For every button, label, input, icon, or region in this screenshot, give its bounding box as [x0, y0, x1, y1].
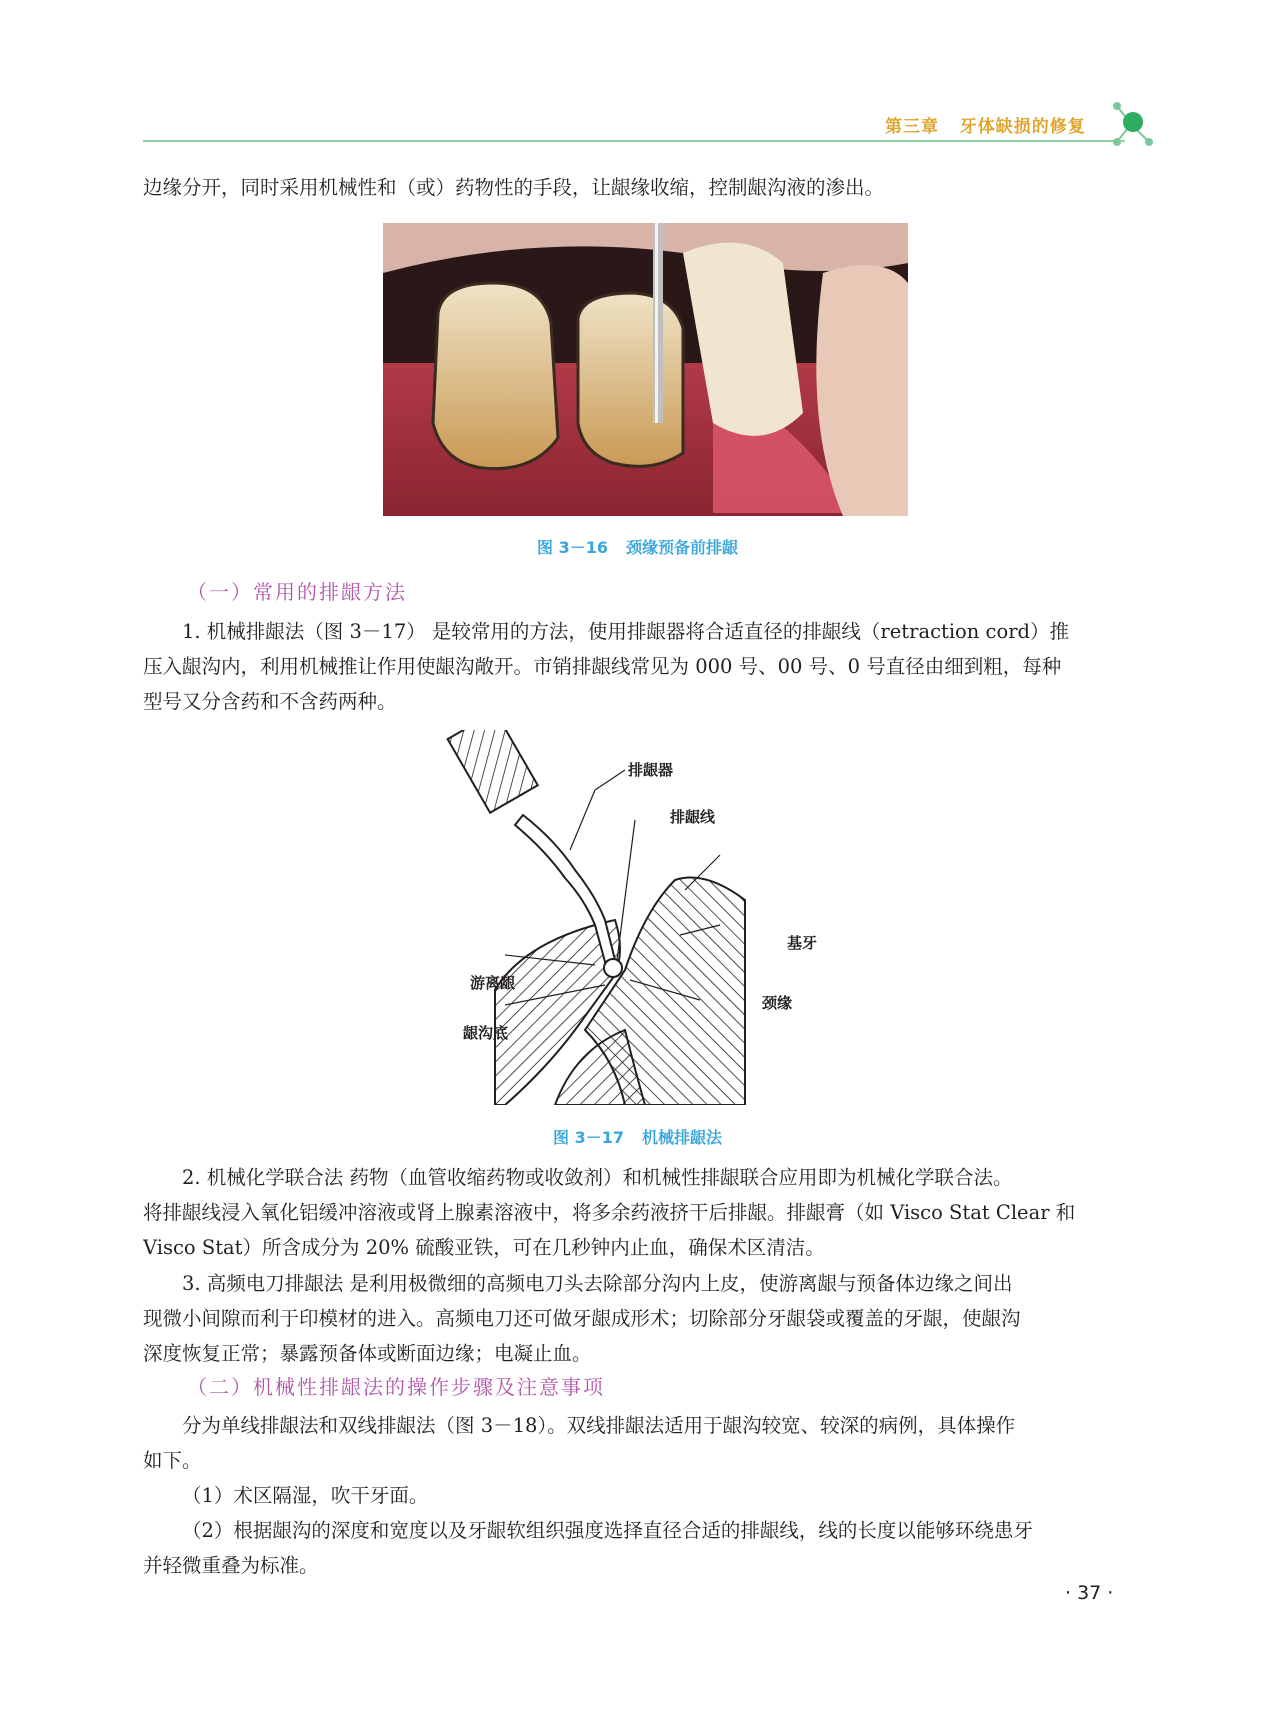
- text-line: 型号又分含药和不含药两种。: [143, 690, 397, 713]
- intro-paragraph: [143, 170, 1138, 205]
- text-line: （2）根据龈沟的深度和宽度以及牙龈软组织强度选择直径合适的排龈线，线的长度以能够环绕患牙: [182, 1519, 1033, 1542]
- page-number: · 37 ·: [1065, 1582, 1114, 1604]
- text-line: 2. 机械化学联合法 药物（血管收缩药物或收敛剂）和机械性排龈联合应用即为机械化学联合法。: [182, 1166, 1013, 1189]
- molecule-icon: [1105, 98, 1157, 150]
- figure-caption-3-16: [0, 535, 1275, 558]
- label-sulcus-base: 龈沟底: [463, 1024, 509, 1042]
- figure-caption-text: 颈缘预备前排龈: [625, 538, 738, 557]
- chapter-title: 牙体缺损的修复: [959, 117, 1086, 137]
- label-instrument: 排龈器: [628, 761, 674, 779]
- step-2: [143, 1513, 1138, 1583]
- chapter-number: 第三章: [885, 117, 939, 137]
- figure-caption-3-17: [0, 1125, 1275, 1148]
- label-cord: 排龈线: [670, 808, 716, 826]
- label-free-gingiva: 游离龈: [470, 974, 516, 992]
- step-1: [143, 1478, 1138, 1513]
- label-abutment: 基牙: [787, 934, 818, 952]
- text-line: 将排龈线浸入氧化铝缓冲溶液或肾上腺素溶液中，将多余药液挤干后排龈。排龈膏（如 Visco Stat Clear 和: [143, 1201, 1076, 1224]
- paragraph-mechanochemical: [143, 1160, 1138, 1265]
- text-line: 1. 机械排龈法（图 3－17） 是较常用的方法，使用排龈器将合适直径的排龈线（retraction cord）推: [182, 620, 1070, 643]
- text-line: Visco Stat）所含成分为 20% 硫酸亚铁，可在几秒钟内止血，确保术区清洁。: [143, 1236, 825, 1259]
- text-line: 压入龈沟内，利用机械推让作用使龈沟敞开。市销排龈线常见为 000 号、00 号、0 号直径由细到粗，每种: [143, 655, 1062, 678]
- text-line: 深度恢复正常；暴露预备体或断面边缘；电凝止血。: [143, 1342, 592, 1365]
- running-header: [885, 112, 1086, 137]
- text-line: 现微小间隙而利于印模材的进入。高频电刀还可做牙龈成形术；切除部分牙龈袋或覆盖的牙龈，使龈沟: [143, 1307, 1021, 1330]
- section-heading-1: （一）常用的排龈方法: [187, 580, 407, 604]
- mechanical-retraction-diagram: [445, 730, 865, 1105]
- retraction-cord: [604, 959, 622, 977]
- paragraph-electrosurgery: [143, 1266, 1138, 1371]
- figure-caption-text: 机械排龈法: [641, 1128, 722, 1147]
- text-line: （1）术区隔湿，吹干牙面。: [182, 1484, 429, 1507]
- section-heading-2: （二）机械性排龈法的操作步骤及注意事项: [187, 1375, 605, 1399]
- figure-number: 图 3－16: [537, 538, 608, 557]
- label-cervical-margin: 颈缘: [762, 994, 793, 1012]
- paragraph-procedure-intro: [143, 1408, 1138, 1478]
- figure-number: 图 3－17: [553, 1128, 624, 1147]
- text-line: 分为单线排龈法和双线排龈法（图 3－18）。双线排龈法适用于龈沟较宽、较深的病例，具体操作: [182, 1414, 1016, 1437]
- header-rule: [143, 140, 1125, 142]
- text-line: 如下。: [143, 1449, 202, 1472]
- text-line: 3. 高频电刀排龈法 是利用极微细的高频电刀头去除部分沟内上皮，使游离龈与预备体边缘之间出: [182, 1272, 1013, 1295]
- text-line: 边缘分开，同时采用机械性和（或）药物性的手段，让龈缘收缩，控制龈沟液的渗出。: [143, 176, 885, 199]
- paragraph-mechanical: [143, 614, 1138, 719]
- gingival-retraction-photo: [383, 223, 908, 516]
- text-line: 并轻微重叠为标准。: [143, 1554, 319, 1577]
